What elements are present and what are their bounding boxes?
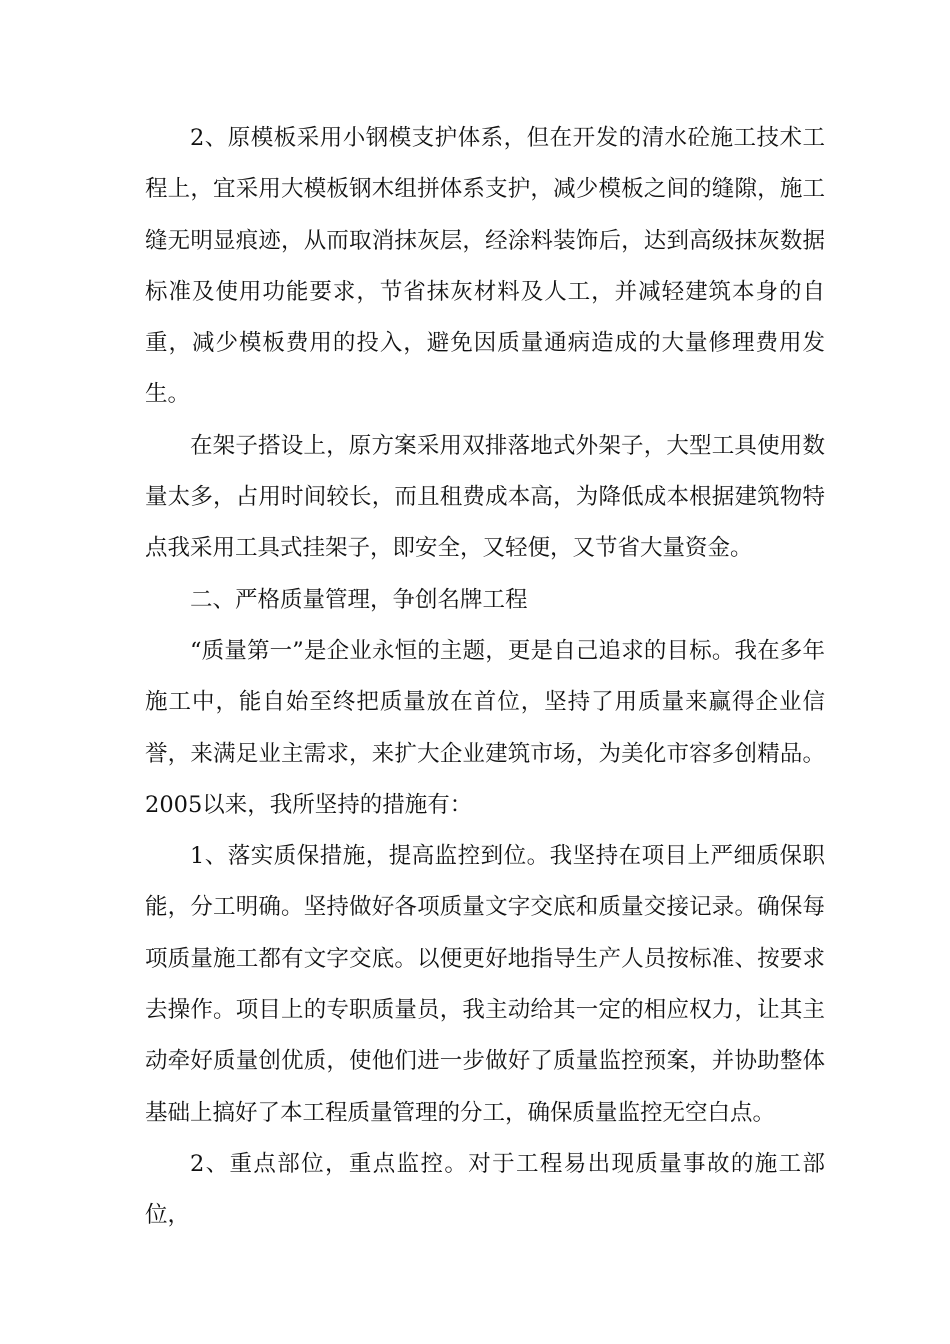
paragraph-key-monitoring: 2、重点部位，重点监控。对于工程易出现质量事故的施工部位， — [145, 1150, 825, 1229]
document-body — [145, 113, 825, 1242]
paragraph-quality-measures: 1、落实质保措施，提高监控到位。我坚持在项目上严细质保职能，分工明确。坚持做好各项质量文字交底和质量交接记录。确保每项质量施工都有文字交底。以便更好地指导生产人员按标准、按要求去操作。项目上的专职质量员，我主动给其一定的相应权力，让其主动牵好质量创优质，使他们进一步做好了质量监控预案，并协助整体基础上搞好了本工程质量管理的分工，确保质量监控无空白点。 — [145, 843, 825, 1126]
paragraph-scaffolding: 在架子搭设上，原方案采用双排落地式外架子，大型工具使用数量太多，占用时间较长，而且租费成本高，为降低成本根据建筑物特点我采用工具式挂架子，即安全，又轻便，又节省大量资金。 — [145, 432, 825, 562]
section-heading-quality-management: 二、严格质量管理，争创名牌工程 — [190, 586, 528, 613]
paragraph-formwork: 2、原模板采用小钢模支护体系，但在开发的清水砼施工技术工程上，宜采用大模板钢木组拼体系支护，减少模板之间的缝隙，施工缝无明显痕迹，从而取消抹灰层，经涂料装饰后，达到高级抹灰数据标准及使用功能要求，节省抹灰材料及人工，并减轻建筑本身的自重，减少模板费用的投入，避免因质量通病造成的大量修理费用发生。 — [145, 125, 825, 408]
paragraph-quality-first: “质量第一”是企业永恒的主题，更是自己追求的目标。我在多年施工中，能自始至终把质量放在首位，坚持了用质量来赢得企业信誉，来满足业主需求，来扩大企业建筑市场，为美化市容多创精品。2005以来，我所坚持的措施有： — [145, 637, 825, 818]
